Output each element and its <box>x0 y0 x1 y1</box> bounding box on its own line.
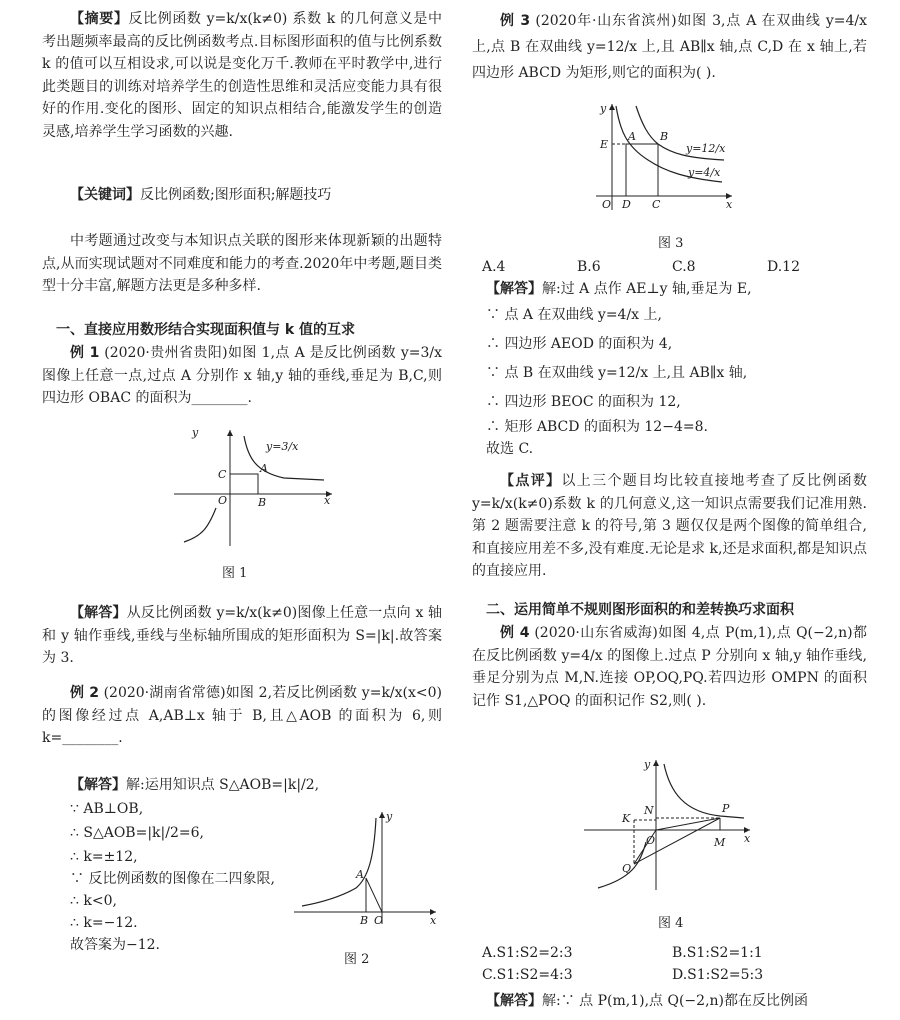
example-4 <box>472 622 867 712</box>
example-2-line-2: ∴ S△AOB=|k|/2=6, <box>70 825 204 841</box>
svg-text:x: x <box>726 198 733 211</box>
svg-text:B: B <box>360 914 369 926</box>
figure-2 <box>294 808 444 926</box>
svg-text:O: O <box>374 914 384 926</box>
section-1-heading: 一、直接应用数形结合实现面积值与 k 值的互求 <box>56 322 356 338</box>
example-3-answer <box>486 278 866 460</box>
example-2-line-3: ∴ k=±12, <box>70 849 138 865</box>
svg-text:x: x <box>324 494 331 507</box>
figure-3-curve-1-label: y=12/x <box>686 142 726 155</box>
svg-text:A: A <box>628 130 636 143</box>
abstract <box>42 8 442 143</box>
example-3-title: 例 3 <box>500 13 531 29</box>
option-c: C.8 <box>672 259 696 275</box>
figure-3-curve-2-label: y=4/x <box>688 166 721 179</box>
example-1-title: 例 1 <box>70 345 100 361</box>
svg-text:y: y <box>644 758 651 771</box>
figure-2-caption: 图 2 <box>344 952 370 967</box>
figure-1-curve-label: y=3/x <box>266 440 299 453</box>
option-c: C.S1:S2=4:3 <box>482 967 573 983</box>
example-3-line-6: 故选 C. <box>486 441 534 457</box>
example-3-line-2: ∴ 四边形 AEOD 的面积为 4, <box>486 336 673 352</box>
example-1-text: (2020·贵州省贵阳)如图 1,点 A 是反比例函数 y=3/x 图像上任意一点,过点 A 分别作 x 轴,y 轴的垂线,垂足为 B,C,则四边形 OBAC 的面积为________. <box>42 345 442 406</box>
svg-text:D: D <box>622 198 631 211</box>
svg-text:y: y <box>386 810 393 823</box>
example-3-line-4: ∴ 四边形 BEOC 的面积为 12, <box>486 394 681 410</box>
comment <box>472 470 867 583</box>
svg-text:A: A <box>260 462 268 475</box>
example-2-answer-label: 【解答】 <box>70 777 126 793</box>
svg-text:N: N <box>644 804 654 817</box>
keywords-label: 【关键词】 <box>70 187 140 203</box>
svg-text:B: B <box>660 130 669 143</box>
example-2-line-6: ∴ k=−12. <box>70 915 138 931</box>
example-4-text: (2020·山东省威海)如图 4,点 P(m,1),点 Q(−2,n)都在反比例函数 y=4/x 的图像上.过点 P 分别向 x 轴,y 轴作垂线,垂足分别为点 M,N.连接 OP,OQ,PQ.若四边形 OMPN 的面积记作 S1,△POQ 的面积记作 S2,则( ). <box>472 625 867 709</box>
example-3-line-1: ∵ 点 A 在双曲线 y=4/x 上, <box>486 307 662 323</box>
svg-text:Q: Q <box>622 862 632 875</box>
example-3-line-3: ∵ 点 B 在双曲线 y=12/x 上,且 AB∥x 轴, <box>486 365 748 381</box>
svg-text:E: E <box>600 138 609 151</box>
figure-4-caption: 图 4 <box>658 916 684 931</box>
example-2-answer-line <box>70 772 319 798</box>
example-2 <box>42 682 442 750</box>
example-3-line-0: 解:过 A 点作 AE⊥y 轴,垂足为 E, <box>542 281 752 297</box>
svg-text:y: y <box>600 102 607 115</box>
comment-label: 【点评】 <box>500 473 562 489</box>
svg-text:M: M <box>714 836 726 849</box>
abstract-text: 反比例函数 y=k/x(k≠0) 系数 k 的几何意义是中考出题频率最高的反比例函数考点.目标图形面积的值与比例系数 k 的值可以互相设求,可以说是变化万千.教师在平时教学中,进行此类题目的训练对培养学生的创造性思维和灵活应变能力具有很好的作用.变化的图形、固定的知识点相结合,能激发学生的创造灵感,培养学生学习函数的兴趣. <box>42 11 442 140</box>
abstract-label: 【摘要】 <box>70 11 129 27</box>
figure-3 <box>596 100 736 212</box>
svg-text:O: O <box>602 198 612 211</box>
svg-text:O: O <box>218 494 228 507</box>
example-4-options <box>482 942 872 986</box>
example-3-answer-label: 【解答】 <box>486 281 542 297</box>
figure-1-caption: 图 1 <box>222 566 248 581</box>
example-1-answer <box>42 602 442 670</box>
example-1 <box>42 342 442 410</box>
keywords <box>42 184 442 207</box>
example-2-answer <box>70 772 319 956</box>
keywords-text: 反比例函数;图形面积;解题技巧 <box>140 187 332 203</box>
example-4-answer-label: 【解答】 <box>486 993 542 1009</box>
example-3-options <box>482 256 862 275</box>
example-2-line-4: ∵ 反比例函数的图像在二四象限, <box>70 871 275 887</box>
example-1-answer-label: 【解答】 <box>70 605 127 621</box>
example-1-answer-text: 从反比例函数 y=k/x(k≠0)图像上任意一点向 x 轴和 y 轴作垂线,垂线与坐标轴所围成的矩形面积为 S=|k|.故答案为 3. <box>42 605 443 666</box>
example-2-line-1: ∵ AB⊥OB, <box>70 801 144 817</box>
svg-text:x: x <box>744 832 751 845</box>
option-d: D.12 <box>767 259 800 275</box>
option-d: D.S1:S2=5:3 <box>672 967 764 983</box>
example-4-answer <box>486 990 871 1012</box>
svg-text:B: B <box>258 496 267 509</box>
svg-text:C: C <box>218 468 227 481</box>
svg-text:K: K <box>622 812 631 825</box>
intro-paragraph: 中考题通过改变与本知识点关联的图形来体现新颖的出题特点,从而实现试题对不同难度和能力的考查.2020年中考题,题目类型十分丰富,解题方法更是多种多样. <box>42 233 442 294</box>
svg-text:P: P <box>722 802 730 815</box>
example-4-title: 例 4 <box>500 625 530 641</box>
example-3-answer-line <box>486 278 866 300</box>
section-2-heading: 二、运用简单不规则图形面积的和差转换巧求面积 <box>486 602 794 618</box>
option-a: A.S1:S2=2:3 <box>482 945 573 961</box>
figure-3-caption: 图 3 <box>658 236 684 251</box>
example-2-title: 例 2 <box>70 685 99 701</box>
example-3 <box>472 8 867 86</box>
svg-text:y: y <box>192 428 199 439</box>
example-3-line-5: ∴ 矩形 ABCD 的面积为 12−4=8. <box>486 419 708 435</box>
figure-4 <box>584 756 754 892</box>
example-4-answer-text: 解:∵ 点 P(m,1),点 Q(−2,n)都在反比例函 <box>542 993 808 1009</box>
example-2-text: (2020·湖南省常德)如图 2,若反比例函数 y=k/x(x<0)的图像经过点 A,AB⊥x 轴于 B,且△AOB 的面积为 6,则 k=________. <box>42 685 443 746</box>
svg-text:C: C <box>652 198 661 211</box>
svg-text:x: x <box>430 914 437 926</box>
figure-1 <box>174 428 334 548</box>
example-2-line-5: ∴ k<0, <box>70 893 117 909</box>
example-2-line-7: 故答案为−12. <box>70 937 160 953</box>
comment-text: 以上三个题目均比较直接地考查了反比例函数 y=k/x(k≠0)系数 k 的几何意义,这一知识点需要我们记准用熟.第 2 题需要注意 k 的符号,第 3 题仅仅是两个图像的简单组合,和直接应用差不多,没有难度.无论是求 k,还是求面积,都是知识点的直接应用. <box>472 473 868 579</box>
example-2-line-0: 解:运用知识点 S△AOB=|k|/2, <box>126 777 320 793</box>
svg-text:A: A <box>356 868 364 881</box>
option-a: A.4 <box>482 259 506 275</box>
svg-text:O: O <box>646 834 656 847</box>
option-b: B.6 <box>577 259 601 275</box>
example-3-text: (2020年·山东省滨州)如图 3,点 A 在双曲线 y=4/x 上,点 B 在双曲线 y=12/x 上,且 AB∥x 轴,点 C,D 在 x 轴上,若四边形 ABCD 为矩形,则它的面积为( ). <box>472 13 867 81</box>
option-b: B.S1:S2=1:1 <box>672 945 763 961</box>
